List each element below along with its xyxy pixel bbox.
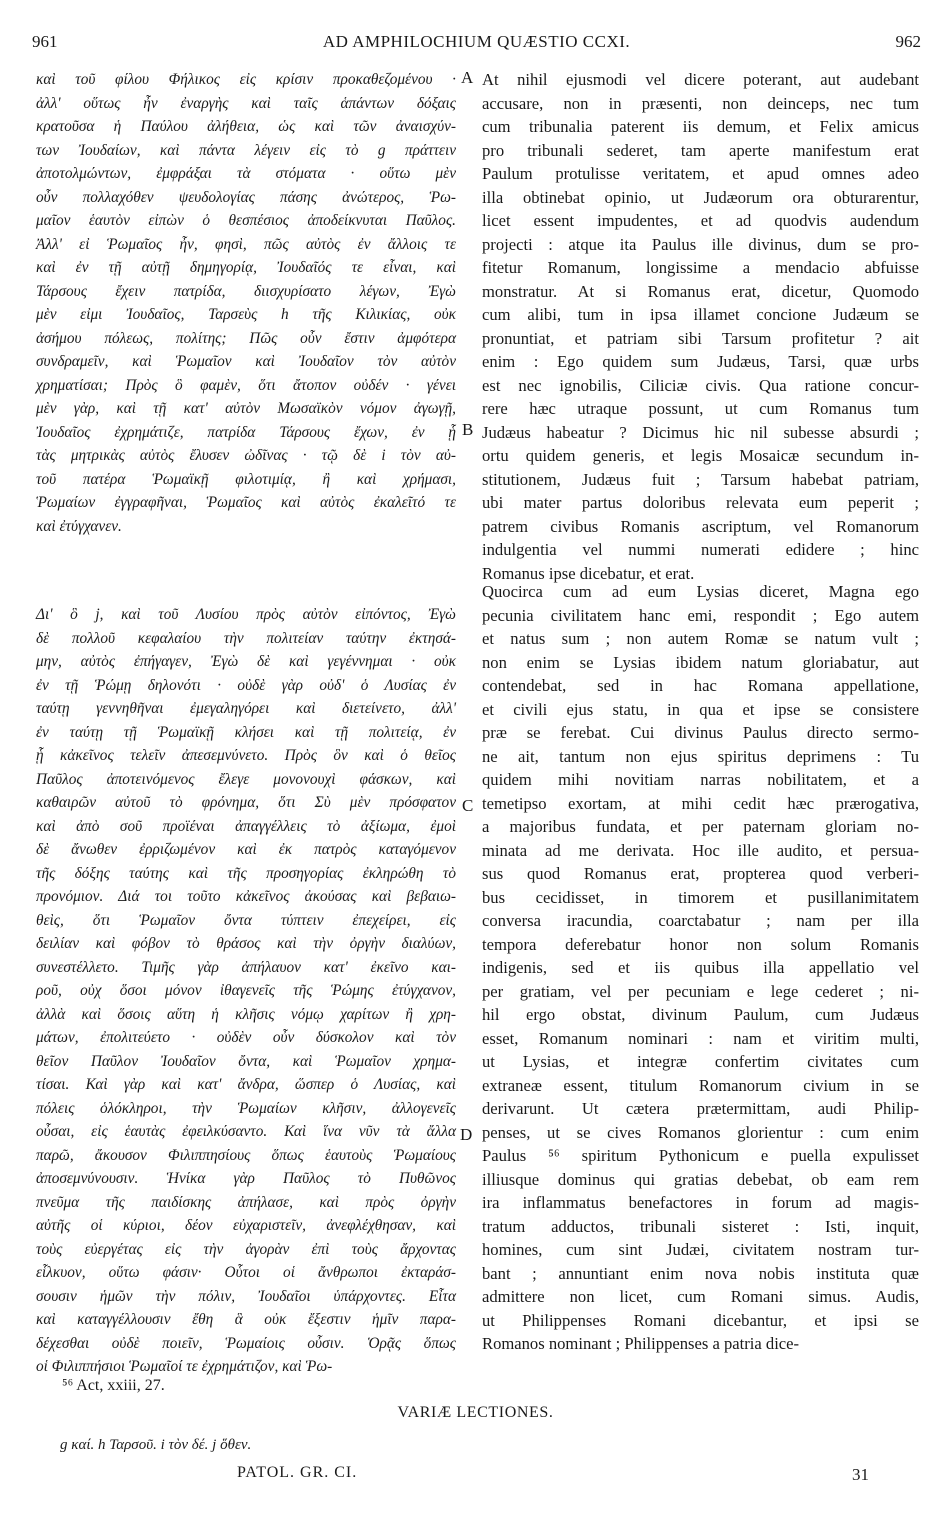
- latin-text-line: ira inflammatus benefactores in forum ad magis-: [482, 1193, 919, 1212]
- greek-text-line: ἐν τῇ Ῥώμῃ δηλονότι · οὐδὲ γὰρ οὐδ' ὁ Λυσίας ἐν: [36, 676, 456, 694]
- latin-text-line: et civili ejus statu, in qua et ipse se consistere: [482, 699, 919, 719]
- greek-text-line: συνεστέλλετο. Τιμῆς γὰρ ἀπήλαυον κατ' ἐκεῖνο και-: [36, 958, 456, 976]
- latin-text-line: pro tribunali sederet, tam aperte manifestum erat: [482, 140, 919, 160]
- latin-text-line: cum tribunalia paterent iis demum, et Felix amicus: [482, 117, 919, 136]
- latin-text-line: quidem mihi novitiam narras nobilitatem, et a: [482, 770, 919, 789]
- greek-text-line: οὖν πολλαχόθεν ψευδολογίας πάσης ἀνώτερος, Ῥω-: [36, 188, 456, 206]
- greek-text-line: θεὶς, ὅτι Ῥωμαῖον ὄντα τύπτειν ἐπεχείρει, εἰς: [36, 911, 456, 929]
- greek-column-block-1: [36, 68, 456, 538]
- section-marker-b: B: [462, 420, 474, 439]
- latin-text-line: extraneæ essent, titulum Romanorum civium in se: [482, 1075, 919, 1095]
- latin-text-line: per gratiam, vel per pecuniam e lege cederet ; ni-: [482, 981, 919, 1001]
- page-header: [32, 32, 921, 60]
- greek-text-line: καὶ καταγγέλλουσιν ἔθη ἃ οὐκ ἔξεστιν ἡμῖν παρα-: [36, 1311, 456, 1328]
- greek-text-line: δὲ ἄνωθεν ἐρριζωμένον καὶ ἐκ πατρὸς καταγόμενον: [36, 841, 456, 858]
- greek-text-line: καθαιρῶν αὐτοῦ τὸ φρόνημα, ὅτι Σὺ μὲν πρόσφατον: [36, 794, 456, 811]
- latin-text-line: tempora deferebatur honor non solum Romanis: [482, 934, 919, 954]
- greek-text-line: πόλεις ὁλόκληροι, τὴν Ῥωμαίων κλῆσιν, ἀλλογενεῖς: [36, 1099, 456, 1117]
- latin-text-line: ne ait, tantum non ejus spiritus deprimens : Tu: [482, 746, 919, 766]
- latin-text-line: contendebat, sed in hac Romana appellatione,: [482, 676, 919, 695]
- latin-text-line: ubi mater partus doloribus relevata eum peperit ;: [482, 493, 919, 512]
- latin-text-line: Paulum protulisse veritatem, et apud omnes adeo: [482, 164, 919, 183]
- latin-text-line: penses, ut se cives Romanos glorientur : cum enim: [482, 1122, 919, 1142]
- running-title: AD AMPHILOCHIUM QUÆSTIO CCXI.: [322, 32, 631, 51]
- greek-text-line: ἀσήμου πόλεως, πολίτης; Πῶς οὖν ἔστιν ἀμφότερα: [36, 329, 456, 347]
- greek-text-line: παρῶ, ἄκουσον Φιλιππησίους ὅπως ἑαυτοὺς Ῥωμαίους: [36, 1146, 456, 1164]
- greek-text-line: τοῦ πατέρα Ῥωμαϊκῇ φιλοτιμίᾳ, ἢ καὶ χρήμασι,: [36, 470, 456, 488]
- greek-text-line: ροῦ, οὐχ ὅσοι μόνον ἰθαγενεῖς τῆς Ῥώμης ἐτύγχανον,: [36, 982, 456, 999]
- greek-text-line: μην, αὐτὸς ἐπήγαγεν, Ἐγὼ δὲ καὶ γεγέννημαι · οὐκ: [36, 653, 456, 670]
- greek-text-line: μὲν εἰμι Ἰουδαῖος, Ταρσεὺς h τῆς Κιλικίας, οὐκ: [36, 306, 456, 323]
- section-marker-d: D: [460, 1125, 473, 1144]
- latin-text-line: patrem civibus Romanis ascriptum, vel Romanorum: [482, 516, 919, 536]
- latin-text-line: Romanos nominant ; Philippenses a patria dice-: [482, 1334, 800, 1353]
- latin-column-block-2: [482, 580, 919, 1356]
- greek-text-line: προνόμιον. Διά τοι τοῦτο κἀκεῖνος ἀκούσας καὶ βεβαιω-: [36, 888, 456, 905]
- footnote: ⁵⁶ Act, xxiii, 27.: [62, 1377, 165, 1394]
- latin-text-line: Romanus ipse dicebatur, et erat.: [482, 563, 695, 583]
- latin-text-line: bus cecidisset, in timorem et pusillanimitatem: [482, 887, 919, 907]
- latin-text-line: esset, Romanum nominari : nam et viritim multi,: [482, 1028, 919, 1048]
- latin-column-block-1: [482, 68, 919, 585]
- latin-text-line: licet essent impudentes, et ad quodvis audendum: [482, 211, 919, 230]
- latin-text-line: præ se ferebat. Cui divinus Paulus directo sermo-: [482, 723, 919, 742]
- latin-text-line: Paulus ⁵⁶ spiritum Pythonicum e puella expulisset: [482, 1146, 919, 1165]
- patrologia-signature: PATOL. GR. CI.: [237, 1464, 358, 1481]
- greek-text-line: ᾗ κἀκεῖνος τελεῖν ἀπεσεμνύνετο. Πρὸς ὃν καὶ ὁ θεῖος: [36, 747, 456, 764]
- page-number-left: 961: [32, 32, 58, 51]
- latin-text-line: illiusque dominus qui gratias debebat, ob eam rem: [482, 1169, 919, 1189]
- greek-column-block-2: [36, 603, 456, 1379]
- gathering-signature: 31: [852, 1465, 869, 1484]
- greek-text-line: ἀλλ' οὕτως ἦν ἐναργὴς καὶ ταῖς ἁπάντων δόξαις: [36, 94, 456, 112]
- variant-readings: g καί. h Ταρσοῦ. i τὸν δέ. j ὅθεν.: [60, 1437, 252, 1453]
- greek-text-line: Τάρσους ἔχειν πατρίδα, διισχυρίσατο λέγων, Ἐγὼ: [36, 282, 456, 300]
- greek-text-line: Ῥωμαίων ἐγγραφῆναι, Ῥωμαῖος καὶ αὐτὸς ἐκαλεῖτό τε: [36, 494, 456, 511]
- greek-text-line: μαῖον ἑαυτὸν εἰπὼν ὁ θεσπέσιος ἀποδείκνυται Παῦλος.: [36, 212, 456, 229]
- latin-text-line: indigenis, sed et iis quibus illa appellatio vel: [482, 958, 919, 977]
- variae-lectiones-heading: VARIÆ LECTIONES.: [397, 1404, 554, 1421]
- latin-text-line: minata ad me derivata. Hoc ille audito, et persua-: [482, 840, 919, 860]
- latin-text-line: At nihil ejusmodi vel dicere poterant, aut audebant: [482, 70, 919, 89]
- latin-text-line: admittere non licet, cum Romani simus. Audis,: [482, 1287, 919, 1306]
- latin-text-line: enim : Ego quidem sum Judæus, Tarsi, quæ urbs: [482, 352, 919, 371]
- greek-text-line: συνδραμεῖν, καὶ Ῥωμαῖον καὶ Ἰουδαῖον τὸν αὐτὸν: [36, 353, 456, 370]
- latin-text-line: homines, cum sint Judæi, civitatem nostram tur-: [482, 1240, 919, 1259]
- greek-text-line: μὲν γὰρ, καὶ τῇ κατ' αὐτὸν Μωσαϊκὸν νόμον ἀγωγῇ,: [36, 400, 456, 417]
- latin-text-line: hil ergo obstat, divinum Paulum, cum Judæus: [482, 1005, 919, 1024]
- latin-text-line: derivarunt. Ut cætera prætermittam, audi Philip-: [482, 1099, 919, 1118]
- latin-text-line: Judæus habeatur ? Dicimus hic nil subesse absurdi ;: [482, 422, 919, 442]
- greek-text-line: Ἰουδαῖος ἐχρημάτιζε, πατρίδα Τάρσους ἔχων, ἐν ᾗ: [36, 423, 456, 441]
- greek-text-line: χρηματίσαι; Πρὸς ὃ φαμὲν, ὅτι ἄτοπον οὐδέν · γένει: [36, 376, 456, 394]
- greek-text-line: Ἀλλ' εἰ Ῥωμαῖος ἦν, φησὶ, πῶς αὐτὸς ἐν ἄλλοις τε: [36, 235, 456, 253]
- greek-text-line: καὶ τοῦ φίλου Φήλικος εἰς κρίσιν προκαθεζομένου ·: [36, 71, 456, 88]
- latin-text-line: rere hæc utraque possunt, ut cum Romanus tum: [482, 399, 919, 418]
- greek-text-line: κρατοῦσα ἡ Παύλου ἀλήθεια, ὡς καὶ τῶν ἀναισχύν-: [36, 118, 456, 135]
- greek-text-line: Παῦλος ἀποτεινόμενος ἔλεγε μονονουχὶ φάσκων, καὶ: [36, 770, 456, 788]
- latin-text-line: et natus sum ; non autem Romæ se natum vult ;: [482, 629, 919, 648]
- greek-text-line: τοὺς εὐεργέτας εἰς τὴν ἀγορὰν ἐπὶ τοὺς ἄρχοντας: [36, 1240, 456, 1258]
- greek-text-line: θεῖον Παῦλον Ἰουδαῖον ὄντα, καὶ Ῥωμαῖον χρημα-: [36, 1052, 456, 1070]
- greek-text-line: καὶ ἀπὸ σοῦ προϊέναι ἀπαγγέλλεις τὸ ἀξίωμα, ἐμοὶ: [36, 817, 456, 835]
- latin-text-line: pronuntiat, et patriam sibi Tarsum profitetur ? ait: [482, 328, 919, 348]
- greek-text-line: οὖσαι, εἰς ἑαυτὰς ἐφειλκύσαντο. Καὶ ἵνα νῦν τὰ ἄλλα: [36, 1123, 456, 1140]
- latin-text-line: cum alibi, tum in ipsa illamet concione Judæum se: [482, 305, 919, 324]
- latin-text-line: fitetur Romanum, longissime a mendacio abfuisse: [482, 258, 919, 277]
- latin-text-line: pecunia civilitatem hanc emi, respondit ; Ego autem: [482, 605, 919, 625]
- greek-text-line: πνεῦμα τῆς παιδίσκης ἀπήλασε, καὶ πρὸς ὀργὴν: [36, 1193, 456, 1211]
- latin-text-line: accusare, non in præsenti, non deinceps, nec tum: [482, 93, 919, 113]
- latin-text-line: tratum adductos, tribunali sisteret : Isti, inquit,: [482, 1216, 919, 1236]
- latin-text-line: projecti : atque ita Paulus ille divinus, dum se pro-: [482, 234, 919, 254]
- latin-text-line: ut Philippenses Romani dicebantur, et ipsi se: [482, 1310, 919, 1330]
- latin-text-line: est nec ignobilis, Ciliciæ civis. Qua ratione concur-: [482, 375, 919, 395]
- greek-text-line: μάτων, ἐπολιτεύετο · οὐδὲν οὖν δύσκολον καὶ τὸν: [36, 1029, 456, 1046]
- greek-text-line: των Ἰουδαίων, καὶ πάντα λέγειν εἰς τὸ g πράττειν: [36, 141, 456, 159]
- greek-text-line: δὲ πολλοῦ κεφαλαίου τὴν πολιτείαν ταύτην ἐκτησά-: [36, 629, 456, 647]
- greek-text-line: καὶ ἐν τῇ αὐτῇ δημηγορίᾳ, Ἰουδαῖός τε εἶναι, καὶ: [36, 259, 456, 276]
- latin-text-line: non enim se Lysias ibidem natum gloriabatur, aut: [482, 652, 919, 672]
- greek-text-line: τῆς δόξης ταύτης καὶ τῆς προσηγορίας ἐκληρώθη τὸ: [36, 864, 456, 882]
- greek-text-line: ἀποτολμώντων, ἐμφράξαι τὰ στόματα · οὕτω μὲν: [36, 165, 456, 182]
- greek-text-line: καὶ ἐτύγχανεν.: [36, 517, 122, 535]
- greek-text-line: ταύτῃ γεννηθῆναι ἐμεγαληγόρει καὶ διετείνετο, ἀλλ': [36, 700, 456, 717]
- page-number-right: 962: [895, 32, 921, 51]
- latin-text-line: sus quod Romanus erat, propterea quod verberi-: [482, 864, 919, 883]
- section-marker-a: A: [461, 68, 474, 87]
- latin-text-line: ortu quidem generis, et legis Mosaicæ secundum in-: [482, 446, 919, 465]
- latin-text-line: stitutionem, Judæus fuit ; Tarsum habebat patriam,: [482, 469, 919, 489]
- latin-text-line: illa obtinebat opinio, ut Judæorum ora obturarentur,: [482, 187, 919, 207]
- greek-text-line: ἀποσεμνύνουσιν. Ἡνίκα γὰρ Παῦλος τὸ Πυθῶνος: [36, 1170, 456, 1187]
- greek-text-line: οἱ Φιλιππήσιοι Ῥωμαῖοί τε ἐχρημάτιζον, καὶ Ῥω-: [36, 1358, 333, 1375]
- latin-text-line: temetipso exortam, at mihi cedit hæc prærogativa,: [482, 793, 919, 813]
- latin-text-line: conversa iracundia, coarctabatur ; nam per illa: [482, 911, 919, 930]
- latin-text-line: bant ; annuntiant enim nova nobis instituta quæ: [482, 1263, 919, 1283]
- greek-text-line: δειλίαν καὶ φόβον τὸ θράσος καὶ τὴν ὀργὴν διαλύων,: [36, 935, 456, 952]
- greek-text-line: ἀλλὰ καὶ ὅσοις αὕτη ἡ κλῆσις νόμῳ χαρίτων ἢ χρη-: [36, 1005, 456, 1023]
- greek-text-line: σουσιν ἡμῶν τὴν πόλιν, Ἰουδαῖοι ὑπάρχοντες. Εἶτα: [36, 1287, 456, 1305]
- latin-text-line: a majoribus fundata, et per paternam gloriam no-: [482, 817, 919, 836]
- latin-text-line: monstratur. At si Romanus erat, dicetur, Quomodo: [482, 281, 919, 301]
- greek-text-line: εἷλκυον, οὕτω φάσιν· Οὗτοι οἱ ἄνθρωποι ἐκταράσ-: [36, 1264, 456, 1281]
- latin-text-line: ut Lysias, et integræ confertim civitates cum: [482, 1052, 919, 1071]
- greek-text-line: τὰς μητρικὰς αὐτὸς ἔλυσεν ὠδῖνας · τῷ δὲ i τὸν αὐ-: [36, 447, 456, 464]
- greek-text-line: ἐν ταύτῃ τῇ Ῥωμαϊκῇ κλήσει καὶ τῇ πολιτείᾳ, ἐν: [36, 723, 456, 741]
- greek-text-line: τίσαι. Καὶ γὰρ καὶ κατ' ἄνδρα, ὥσπερ ὁ Λυσίας, καὶ: [36, 1076, 456, 1093]
- greek-text-line: δέχεσθαι οὐδὲ ποιεῖν, Ῥωμαίοις οὖσιν. Ὁρᾷς ὅπως: [36, 1334, 456, 1352]
- greek-text-line: Δι' ὃ j, καὶ τοῦ Λυσίου πρὸς αὐτὸν εἰπόντος, Ἐγὼ: [36, 606, 456, 623]
- latin-text-line: indulgentia vel nummi numerati edidere ; hinc: [482, 540, 919, 559]
- latin-text-line: Quocirca cum ad eum Lysias diceret, Magna ego: [482, 582, 919, 601]
- section-marker-c: C: [462, 796, 474, 815]
- greek-text-line: αὐτῆς οἱ κύριοι, δέον εὐχαριστεῖν, ἀνεφλέχθησαν, καὶ: [36, 1217, 456, 1234]
